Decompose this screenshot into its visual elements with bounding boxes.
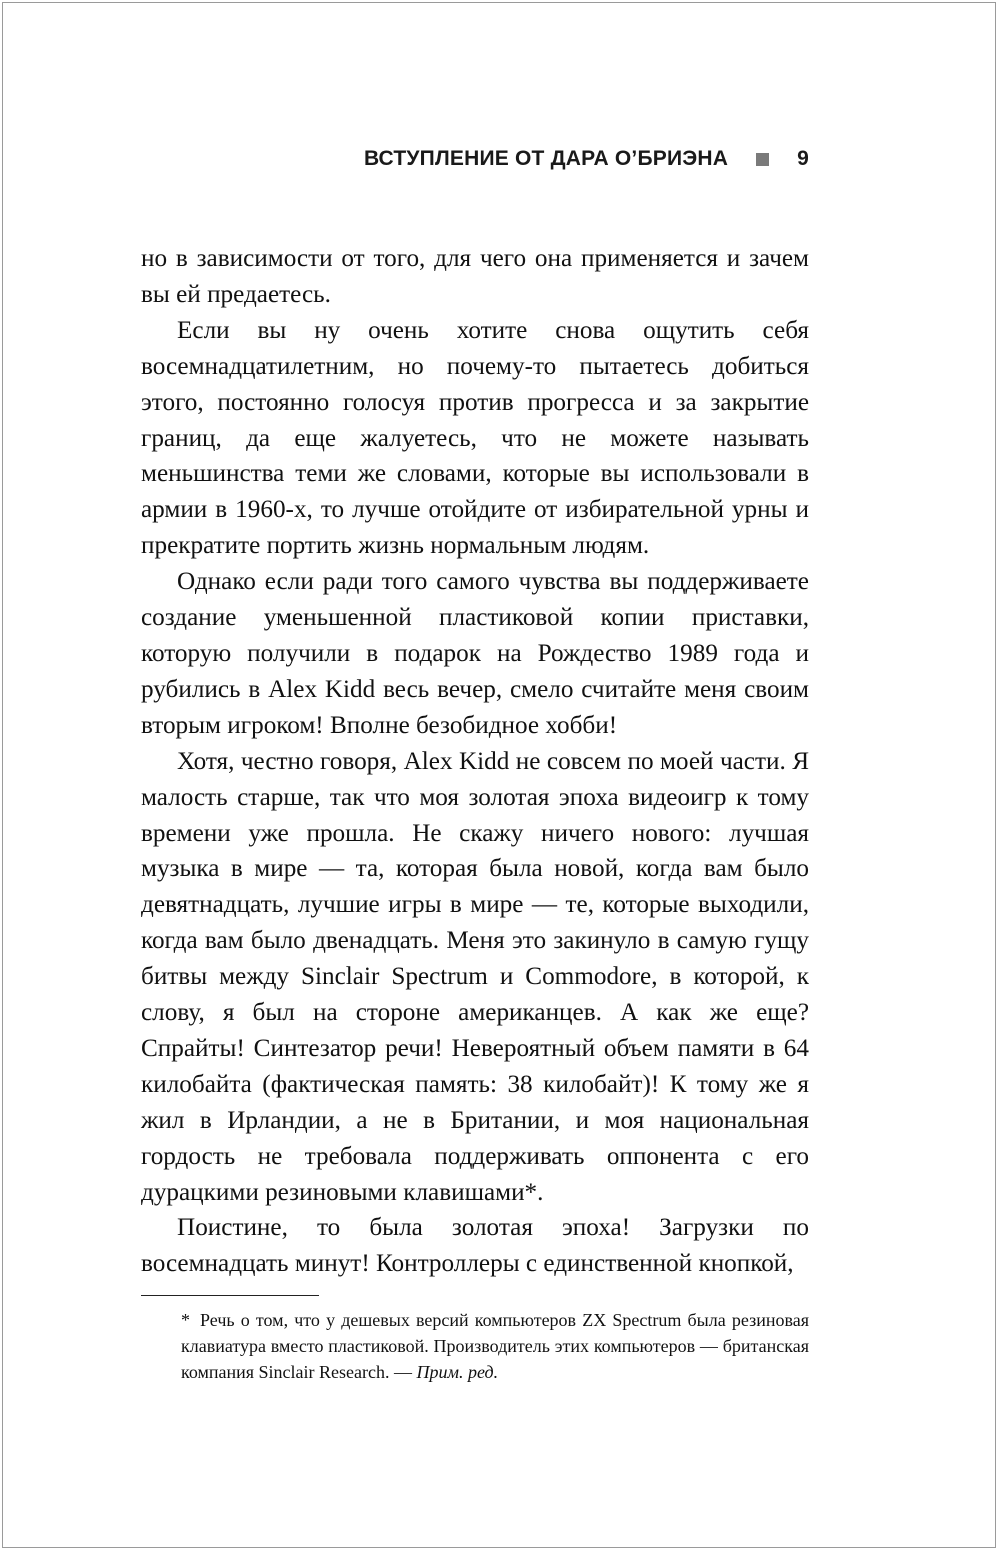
paragraph: Однако если ради того самого чувства вы поддерживаете создание уменьшенной пластиковой копии приставки, которую получили в подарок на Рождество 1989 года и рубились в Alex Kidd весь вечер, смело считайте меня своим вторым игроком! Вполне безобидное хобби! (141, 568, 809, 739)
page-number: 9 (797, 147, 809, 170)
paragraph: Если вы ну очень хотите снова ощутить себя восемнадцатилетним, но почему-то пытаетесь добиться этого, постоянно голосуя против прогресса и за закрытие границ, да еще жалуетесь, что не можете называть меньшинства теми же словами, которые вы использовали в армии в 1960-х, то лучше отойдите от избирательной урны и прекратите портить жизнь нормальным людям. (141, 316, 809, 560)
body-text (141, 241, 809, 1282)
paragraph-continued: но в зависимости от того, для чего она применяется и зачем вы ей предаетесь. (141, 245, 809, 308)
footnote-text: Речь о том, что у дешевых версий компьютеров ZX Spectrum была резиновая клавиатура вместо пластиковой. Производитель этих компьютеров — британская компания Sinclair Research. — (181, 1310, 809, 1382)
paragraph: Поистине, то была золотая эпоха! Загрузки по восемнадцать минут! Контроллеры с единственной кнопкой, (141, 1214, 809, 1278)
paragraph: Хотя, честно говоря, Alex Kidd не совсем по моей части. Я малость старше, так что моя золотая эпоха видеоигр к тому времени уже прошла. Не скажу ничего нового: лучшая музыка в мире — та, которая была новой, когда вам было девятнадцать, лучшие игры в мире — те, которые выходили, когда вам было двенадцать. Меня это закинуло в самую гущу битвы между Sinclair Spectrum и Commodore, в которой, к слову, я был на стороне американцев. А как же еще? Спрайты! Синтезатор речи! Невероятный объем памяти в 64 килобайта (фактическая память: 38 килобайт)! К тому же я жил в Ирландии, а не в Британии, и моя национальная гордость не требовала поддерживать оппонента с его дурацкими резиновыми клавишами*. (141, 747, 809, 1206)
running-head (141, 147, 809, 171)
footnote (141, 1307, 809, 1385)
footnote-marker: * (181, 1310, 190, 1330)
footnote-divider (141, 1295, 319, 1296)
book-page (2, 2, 996, 1548)
footnote-editor-note: Прим. ред. (416, 1362, 499, 1382)
chapter-title: ВСТУПЛЕНИЕ ОТ ДАРА О’БРИЭНА (363, 147, 729, 170)
square-bullet-icon (756, 153, 769, 166)
